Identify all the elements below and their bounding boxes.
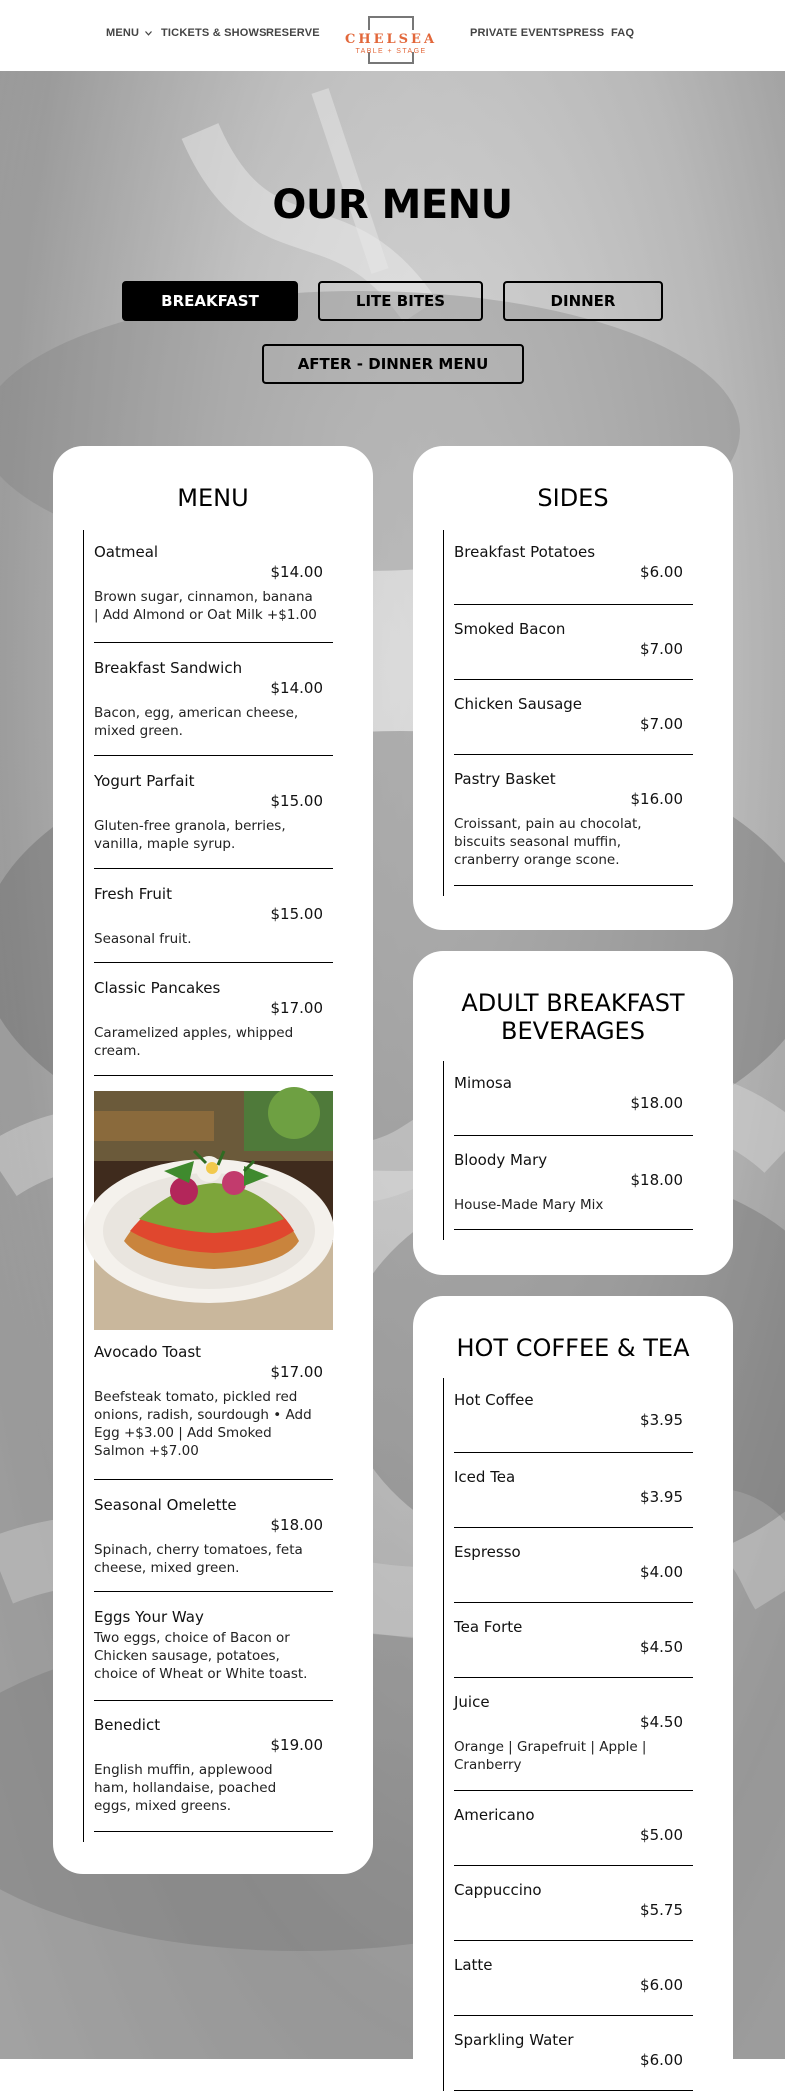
nav-reserve[interactable]: RESERVE <box>266 27 320 39</box>
item-name: Breakfast Sandwich <box>94 659 243 677</box>
avocado-toast-photo <box>94 1091 333 1330</box>
item-name: Sparkling Water <box>454 2031 574 2049</box>
item-price: $6.00 <box>640 1976 683 1994</box>
item-description: Beefsteak tomato, pickled red onions, radish, sourdough • Add Egg +$3.00 | Add Smoked Salmon +$7.00 <box>94 1389 312 1459</box>
side-item-pastry-basket <box>454 755 693 886</box>
tab-breakfast[interactable]: BREAKFAST <box>122 281 298 321</box>
beverages-list <box>443 1061 693 1240</box>
item-price: $6.00 <box>640 2051 683 2069</box>
menu-card-title: MENU <box>177 484 249 512</box>
item-description: Brown sugar, cinnamon, banana | Add Almond or Oat Milk +$1.00 <box>94 589 317 623</box>
item-price: $4.50 <box>640 1638 683 1656</box>
item-price: $16.00 <box>630 790 683 808</box>
item-price: $18.00 <box>630 1171 683 1189</box>
menu-item-fresh-fruit <box>94 869 333 963</box>
item-price: $14.00 <box>270 679 323 697</box>
sides-list <box>443 530 693 896</box>
item-price: $4.00 <box>640 1563 683 1581</box>
page-title: OUR MENU <box>272 182 513 228</box>
item-name: Avocado Toast <box>94 1343 202 1361</box>
menu-item-seasonal-omelette <box>94 1480 333 1592</box>
item-price: $19.00 <box>270 1736 323 1754</box>
coffee-item-iced-tea <box>454 1453 693 1528</box>
item-price: $17.00 <box>270 1363 323 1381</box>
item-price: $18.00 <box>270 1516 323 1534</box>
item-price: $5.75 <box>640 1901 683 1919</box>
item-price: $3.95 <box>640 1488 683 1506</box>
item-name: Latte <box>454 1956 493 1974</box>
item-name: Eggs Your Way <box>94 1608 204 1626</box>
item-price: $17.00 <box>270 999 323 1017</box>
item-description: House-Made Mary Mix <box>454 1197 604 1213</box>
item-name: Seasonal Omelette <box>94 1496 237 1514</box>
nav-press[interactable]: PRESS <box>566 27 605 39</box>
menu-item-oatmeal <box>94 530 333 643</box>
coffee-item-tea-forte <box>454 1603 693 1678</box>
coffee-item-americano <box>454 1791 693 1866</box>
item-description: Two eggs, choice of Bacon or Chicken sausage, potatoes, choice of Wheat or White toast. <box>94 1630 308 1682</box>
item-price: $5.00 <box>640 1826 683 1844</box>
nav-faq[interactable]: FAQ <box>611 27 635 39</box>
item-name: Hot Coffee <box>454 1391 534 1409</box>
item-description: Bacon, egg, american cheese, mixed green. <box>94 705 299 739</box>
nav-menu[interactable] <box>106 27 152 39</box>
item-name: Smoked Bacon <box>454 620 566 638</box>
item-price: $3.95 <box>640 1411 683 1429</box>
sides-card-title: SIDES <box>537 484 609 512</box>
nav-private-events[interactable]: PRIVATE EVENTS <box>470 27 566 39</box>
coffee-item-juice <box>454 1678 693 1791</box>
item-name: Iced Tea <box>454 1468 516 1486</box>
item-price: $7.00 <box>640 715 683 733</box>
coffee-item-latte <box>454 1941 693 2016</box>
item-price: $4.50 <box>640 1713 683 1731</box>
item-name: Cappuccino <box>454 1881 542 1899</box>
item-description: Gluten-free granola, berries, vanilla, maple syrup. <box>94 818 286 852</box>
item-name: Classic Pancakes <box>94 979 221 997</box>
item-name: Pastry Basket <box>454 770 556 788</box>
item-name: Espresso <box>454 1543 521 1561</box>
item-price: $15.00 <box>270 792 323 810</box>
item-description: English muffin, applewood ham, hollandaise, poached eggs, mixed greens. <box>94 1762 277 1814</box>
site-header <box>0 0 785 71</box>
coffee-item-hot-coffee <box>454 1378 693 1453</box>
tab-after-dinner-menu[interactable]: AFTER - DINNER MENU <box>262 344 524 384</box>
item-name: Bloody Mary <box>454 1151 548 1169</box>
item-name: Benedict <box>94 1716 161 1734</box>
tab-lite-bites[interactable]: LITE BITES <box>318 281 483 321</box>
sides-card <box>413 446 733 930</box>
chelsea-logo[interactable] <box>339 16 443 64</box>
nav-tickets-shows[interactable]: TICKETS & SHOWS <box>161 27 267 39</box>
item-name: Tea Forte <box>454 1618 523 1636</box>
coffee-tea-list <box>443 1378 693 2091</box>
item-description: Spinach, cherry tomatoes, feta cheese, mixed green. <box>94 1542 303 1576</box>
beverages-card <box>413 951 733 1275</box>
item-description: Orange | Grapefruit | Apple | Cranberry <box>454 1739 647 1773</box>
menu-item-benedict <box>94 1701 333 1832</box>
menu-item-avocado-toast <box>94 1330 333 1480</box>
tab-dinner[interactable]: DINNER <box>503 281 663 321</box>
coffee-item-cappuccino <box>454 1866 693 1941</box>
menu-list <box>83 530 333 1842</box>
coffee-tea-card <box>413 1296 733 2096</box>
item-price: $14.00 <box>270 563 323 581</box>
item-name: Mimosa <box>454 1074 512 1092</box>
logo-name: CHELSEA <box>344 32 438 47</box>
item-name: Chicken Sausage <box>454 695 583 713</box>
chevron-down-icon <box>145 27 152 39</box>
item-name: Yogurt Parfait <box>94 772 195 790</box>
side-item-smoked-bacon <box>454 605 693 680</box>
item-name: Juice <box>454 1693 490 1711</box>
coffee-item-espresso <box>454 1528 693 1603</box>
item-price: $7.00 <box>640 640 683 658</box>
item-name: Breakfast Potatoes <box>454 543 596 561</box>
menu-item-yogurt-parfait <box>94 756 333 869</box>
item-price: $6.00 <box>640 563 683 581</box>
logo-tagline: TABLE + STAGE <box>355 48 427 55</box>
coffee-item-sparkling-water <box>454 2016 693 2091</box>
item-price: $18.00 <box>630 1094 683 1112</box>
item-description: Seasonal fruit. <box>94 931 192 947</box>
beverage-item-mimosa <box>454 1061 693 1136</box>
item-name: Oatmeal <box>94 543 159 561</box>
item-price: $15.00 <box>270 905 323 923</box>
item-name: Fresh Fruit <box>94 885 172 903</box>
beverage-item-bloody-mary <box>454 1136 693 1230</box>
menu-card <box>53 446 373 1874</box>
side-item-breakfast-potatoes <box>454 530 693 605</box>
beverages-card-title: ADULT BREAKFAST BEVERAGES <box>461 989 685 1045</box>
item-description: Caramelized apples, whipped cream. <box>94 1025 294 1059</box>
item-description: Croissant, pain au chocolat, biscuits seasonal muffin, cranberry orange scone. <box>454 816 642 868</box>
menu-item-classic-pancakes <box>94 963 333 1076</box>
coffee-tea-card-title: HOT COFFEE & TEA <box>456 1334 690 1362</box>
menu-item-breakfast-sandwich <box>94 643 333 756</box>
side-item-chicken-sausage <box>454 680 693 755</box>
nav-menu-label: MENU <box>106 27 140 39</box>
item-name: Americano <box>454 1806 535 1824</box>
menu-item-eggs-your-way <box>94 1592 333 1701</box>
